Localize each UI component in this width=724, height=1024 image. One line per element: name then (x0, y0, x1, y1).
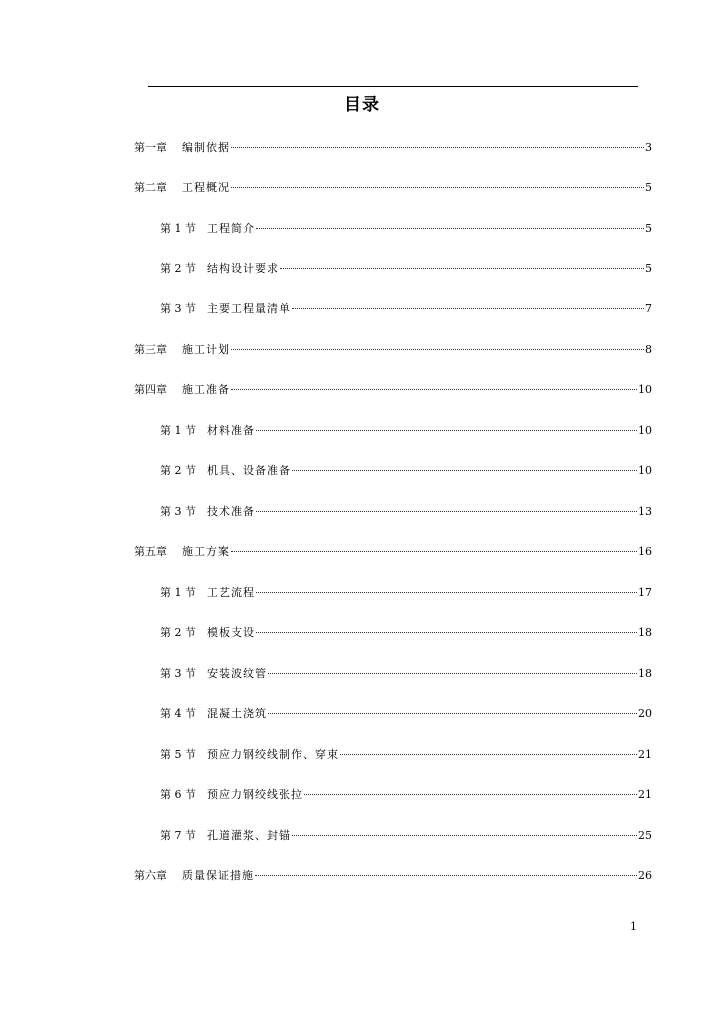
toc-entry-number: 第 3 节 (160, 667, 196, 680)
toc-entry-label: 机具、设备准备 (207, 464, 291, 477)
toc-leader-dots (256, 228, 644, 229)
toc-entry[interactable] (134, 180, 652, 196)
toc-entry-page: 13 (638, 505, 652, 518)
toc-entry-number: 第 3 节 (160, 505, 196, 518)
toc-entry[interactable] (160, 504, 652, 520)
toc-leader-dots (292, 835, 637, 836)
toc-entry-page: 16 (638, 545, 652, 558)
toc-entry-page: 26 (638, 869, 652, 882)
toc-entry-label: 施工计划 (182, 343, 230, 356)
toc-entry-label: 安装波纹管 (207, 667, 267, 680)
toc-entry-page: 5 (645, 181, 652, 194)
toc-entry-number: 第四章 (134, 383, 167, 396)
toc-entry-page: 18 (638, 667, 652, 680)
toc-leader-dots (268, 713, 637, 714)
toc-entry-page: 5 (645, 262, 652, 275)
toc-entry-label: 技术准备 (207, 505, 255, 518)
toc-entry-page: 7 (645, 302, 652, 315)
toc-entry[interactable] (134, 382, 652, 398)
toc-entry[interactable] (160, 585, 652, 601)
toc-entry[interactable] (134, 544, 652, 560)
toc-entry-number: 第 5 节 (160, 748, 196, 761)
toc-entry-page: 20 (638, 707, 652, 720)
toc-entry-number: 第六章 (134, 869, 167, 882)
toc-entry-number: 第 2 节 (160, 262, 196, 275)
toc-entry-label: 工艺流程 (207, 586, 255, 599)
toc-entry-number: 第 3 节 (160, 302, 196, 315)
toc-leader-dots (256, 511, 637, 512)
toc-entry[interactable] (160, 261, 652, 277)
toc-leader-dots (231, 187, 644, 188)
toc-leader-dots (280, 268, 644, 269)
toc-entry-label: 工程概况 (182, 181, 230, 194)
toc-entry-number: 第 1 节 (160, 586, 196, 599)
toc-entry-label: 预应力钢绞线张拉 (207, 788, 303, 801)
toc-entry-label: 预应力钢绞线制作、穿束 (207, 748, 339, 761)
toc-leader-dots (292, 308, 644, 309)
toc-entry-page: 18 (638, 626, 652, 639)
toc-entry-number: 第五章 (134, 545, 167, 558)
toc-leader-dots (256, 632, 637, 633)
toc-entry-number: 第 6 节 (160, 788, 196, 801)
toc-entry[interactable] (160, 221, 652, 237)
toc-leader-dots (231, 147, 644, 148)
toc-entry-number: 第 2 节 (160, 464, 196, 477)
toc-entry-label: 工程简介 (207, 222, 255, 235)
toc-leader-dots (340, 754, 637, 755)
toc-entry[interactable] (160, 666, 652, 682)
toc-entry-number: 第 1 节 (160, 424, 196, 437)
toc-entry-page: 25 (638, 829, 652, 842)
toc-entry-label: 主要工程量清单 (207, 302, 291, 315)
toc-entry-page: 5 (645, 222, 652, 235)
toc-entry-label: 结构设计要求 (207, 262, 279, 275)
toc-entry-label: 施工准备 (182, 383, 230, 396)
toc-leader-dots (231, 349, 644, 350)
toc-entry[interactable] (134, 140, 652, 156)
toc-entry-page: 21 (638, 788, 652, 801)
toc-leader-dots (231, 389, 637, 390)
toc-entry[interactable] (160, 463, 652, 479)
toc-entry-label: 施工方案 (182, 545, 230, 558)
toc-entry-label: 编制依据 (182, 141, 230, 154)
page-number: 1 (630, 920, 637, 933)
toc-leader-dots (256, 592, 637, 593)
toc-entry[interactable] (134, 342, 652, 358)
toc-entry-label: 质量保证措施 (182, 869, 254, 882)
toc-leader-dots (255, 875, 637, 876)
toc-entry-number: 第 2 节 (160, 626, 196, 639)
toc-entry[interactable] (160, 747, 652, 763)
toc-entry-page: 17 (638, 586, 652, 599)
page-title: 目录 (344, 95, 380, 115)
toc-entry-number: 第 1 节 (160, 222, 196, 235)
toc-entry-page: 3 (645, 141, 652, 154)
toc-entry-page: 10 (638, 383, 652, 396)
toc-entry-label: 材料准备 (207, 424, 255, 437)
toc-entry[interactable] (134, 868, 652, 884)
toc-entry-page: 10 (638, 424, 652, 437)
toc-entry-number: 第 4 节 (160, 707, 196, 720)
toc-entry[interactable] (160, 787, 652, 803)
toc-entry-label: 模板支设 (207, 626, 255, 639)
toc-leader-dots (292, 470, 637, 471)
toc-entry[interactable] (160, 828, 652, 844)
toc-entry-number: 第二章 (134, 181, 167, 194)
toc-entry-page: 21 (638, 748, 652, 761)
header-rule (148, 86, 638, 87)
toc-entry-page: 10 (638, 464, 652, 477)
toc-entry-label: 混凝土浇筑 (207, 707, 267, 720)
toc-leader-dots (231, 551, 637, 552)
toc-entry-label: 孔道灌浆、封锚 (207, 829, 291, 842)
toc-entry-page: 8 (645, 343, 652, 356)
toc-entry[interactable] (160, 423, 652, 439)
toc-leader-dots (304, 794, 637, 795)
toc-leader-dots (268, 673, 637, 674)
toc-entry[interactable] (160, 625, 652, 641)
toc-entry-number: 第三章 (134, 343, 167, 356)
toc-leader-dots (256, 430, 637, 431)
toc-entry-number: 第 7 节 (160, 829, 196, 842)
toc-entry-number: 第一章 (134, 141, 167, 154)
toc-entry[interactable] (160, 706, 652, 722)
toc-entry[interactable] (160, 301, 652, 317)
